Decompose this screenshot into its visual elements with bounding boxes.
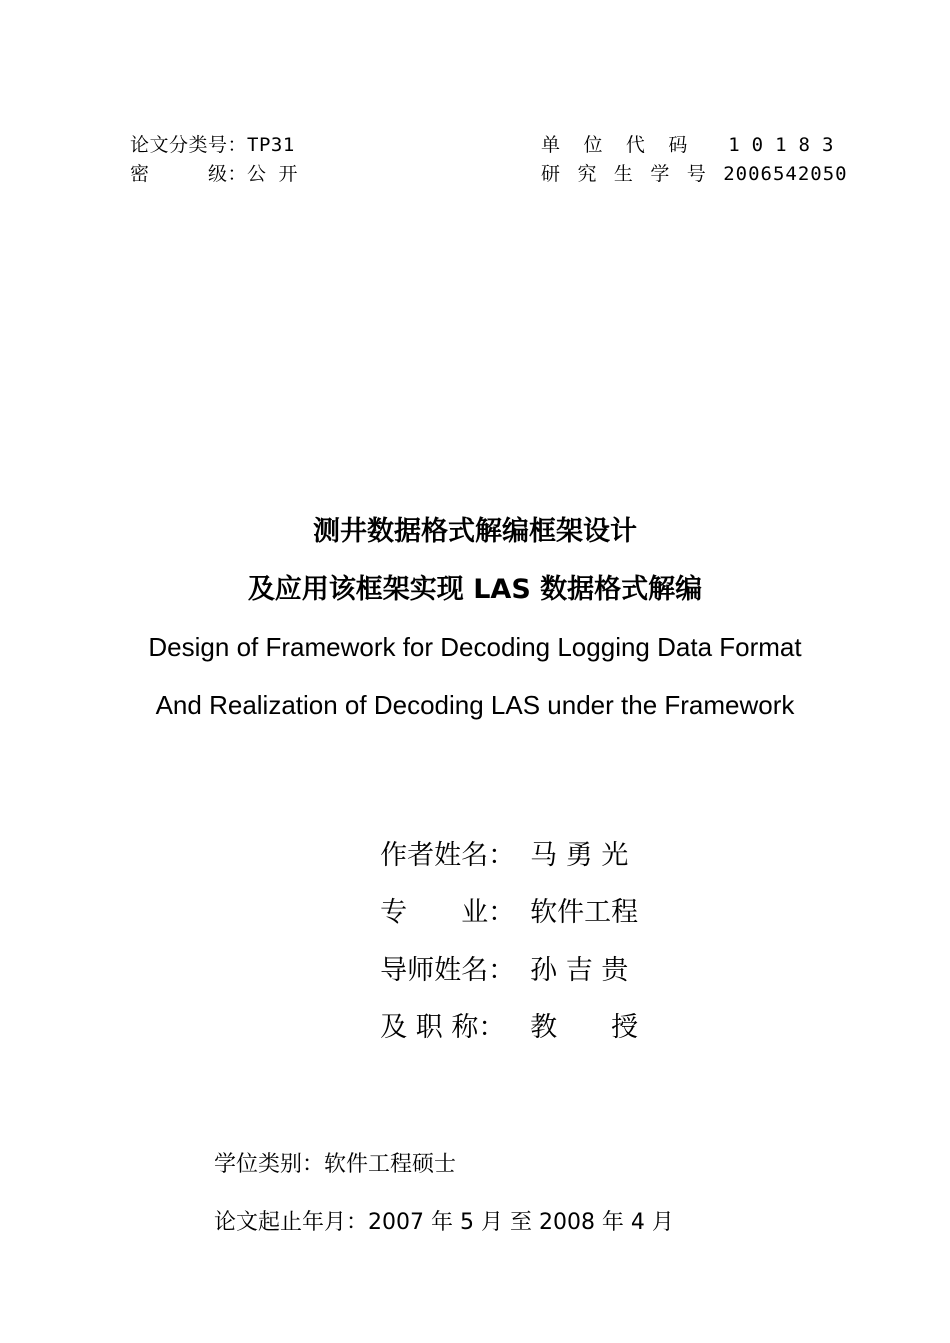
student-id-value: 2006542050 [723,163,848,185]
classification-number: 论文分类号：TP31 [130,134,295,156]
title-chinese-line-2: 及应用该框架实现 LAS 数据格式解编 [247,574,703,605]
unit-code-label: 单 位 代 码 [541,134,694,156]
major-label: 专 业： [380,897,516,928]
thesis-period: 论文起止年月：2007 年 5 月 至 2008 年 4 月 [214,1210,674,1235]
title-english-line-2: And Realization of Decoding LAS under the Framework [155,690,795,720]
degree-type: 学位类别：软件工程硕士 [214,1152,457,1177]
unit-code [541,132,845,158]
author-value: 马 勇 光 [530,840,629,871]
advisor-value: 孙 吉 贵 [530,955,629,986]
student-id-label: 研 究 生 学 号 [541,163,709,185]
rank-row [363,974,638,1046]
major-value: 软件工程 [530,897,639,928]
secrecy-level: 密 级：公 开 [130,163,298,185]
unit-code-value: 10183 [728,134,846,156]
rank-value: 教 授 [530,1012,639,1043]
author-label: 作者姓名： [380,840,516,871]
title-english-line-1: Design of Framework for Decoding Logging Data Format [148,632,802,662]
advisor-label: 导师姓名： [380,955,516,986]
title-chinese-line-1: 测井数据格式解编框架设计 [313,516,637,547]
rank-label: 及 职 称： [380,1012,506,1043]
student-id [541,161,848,187]
